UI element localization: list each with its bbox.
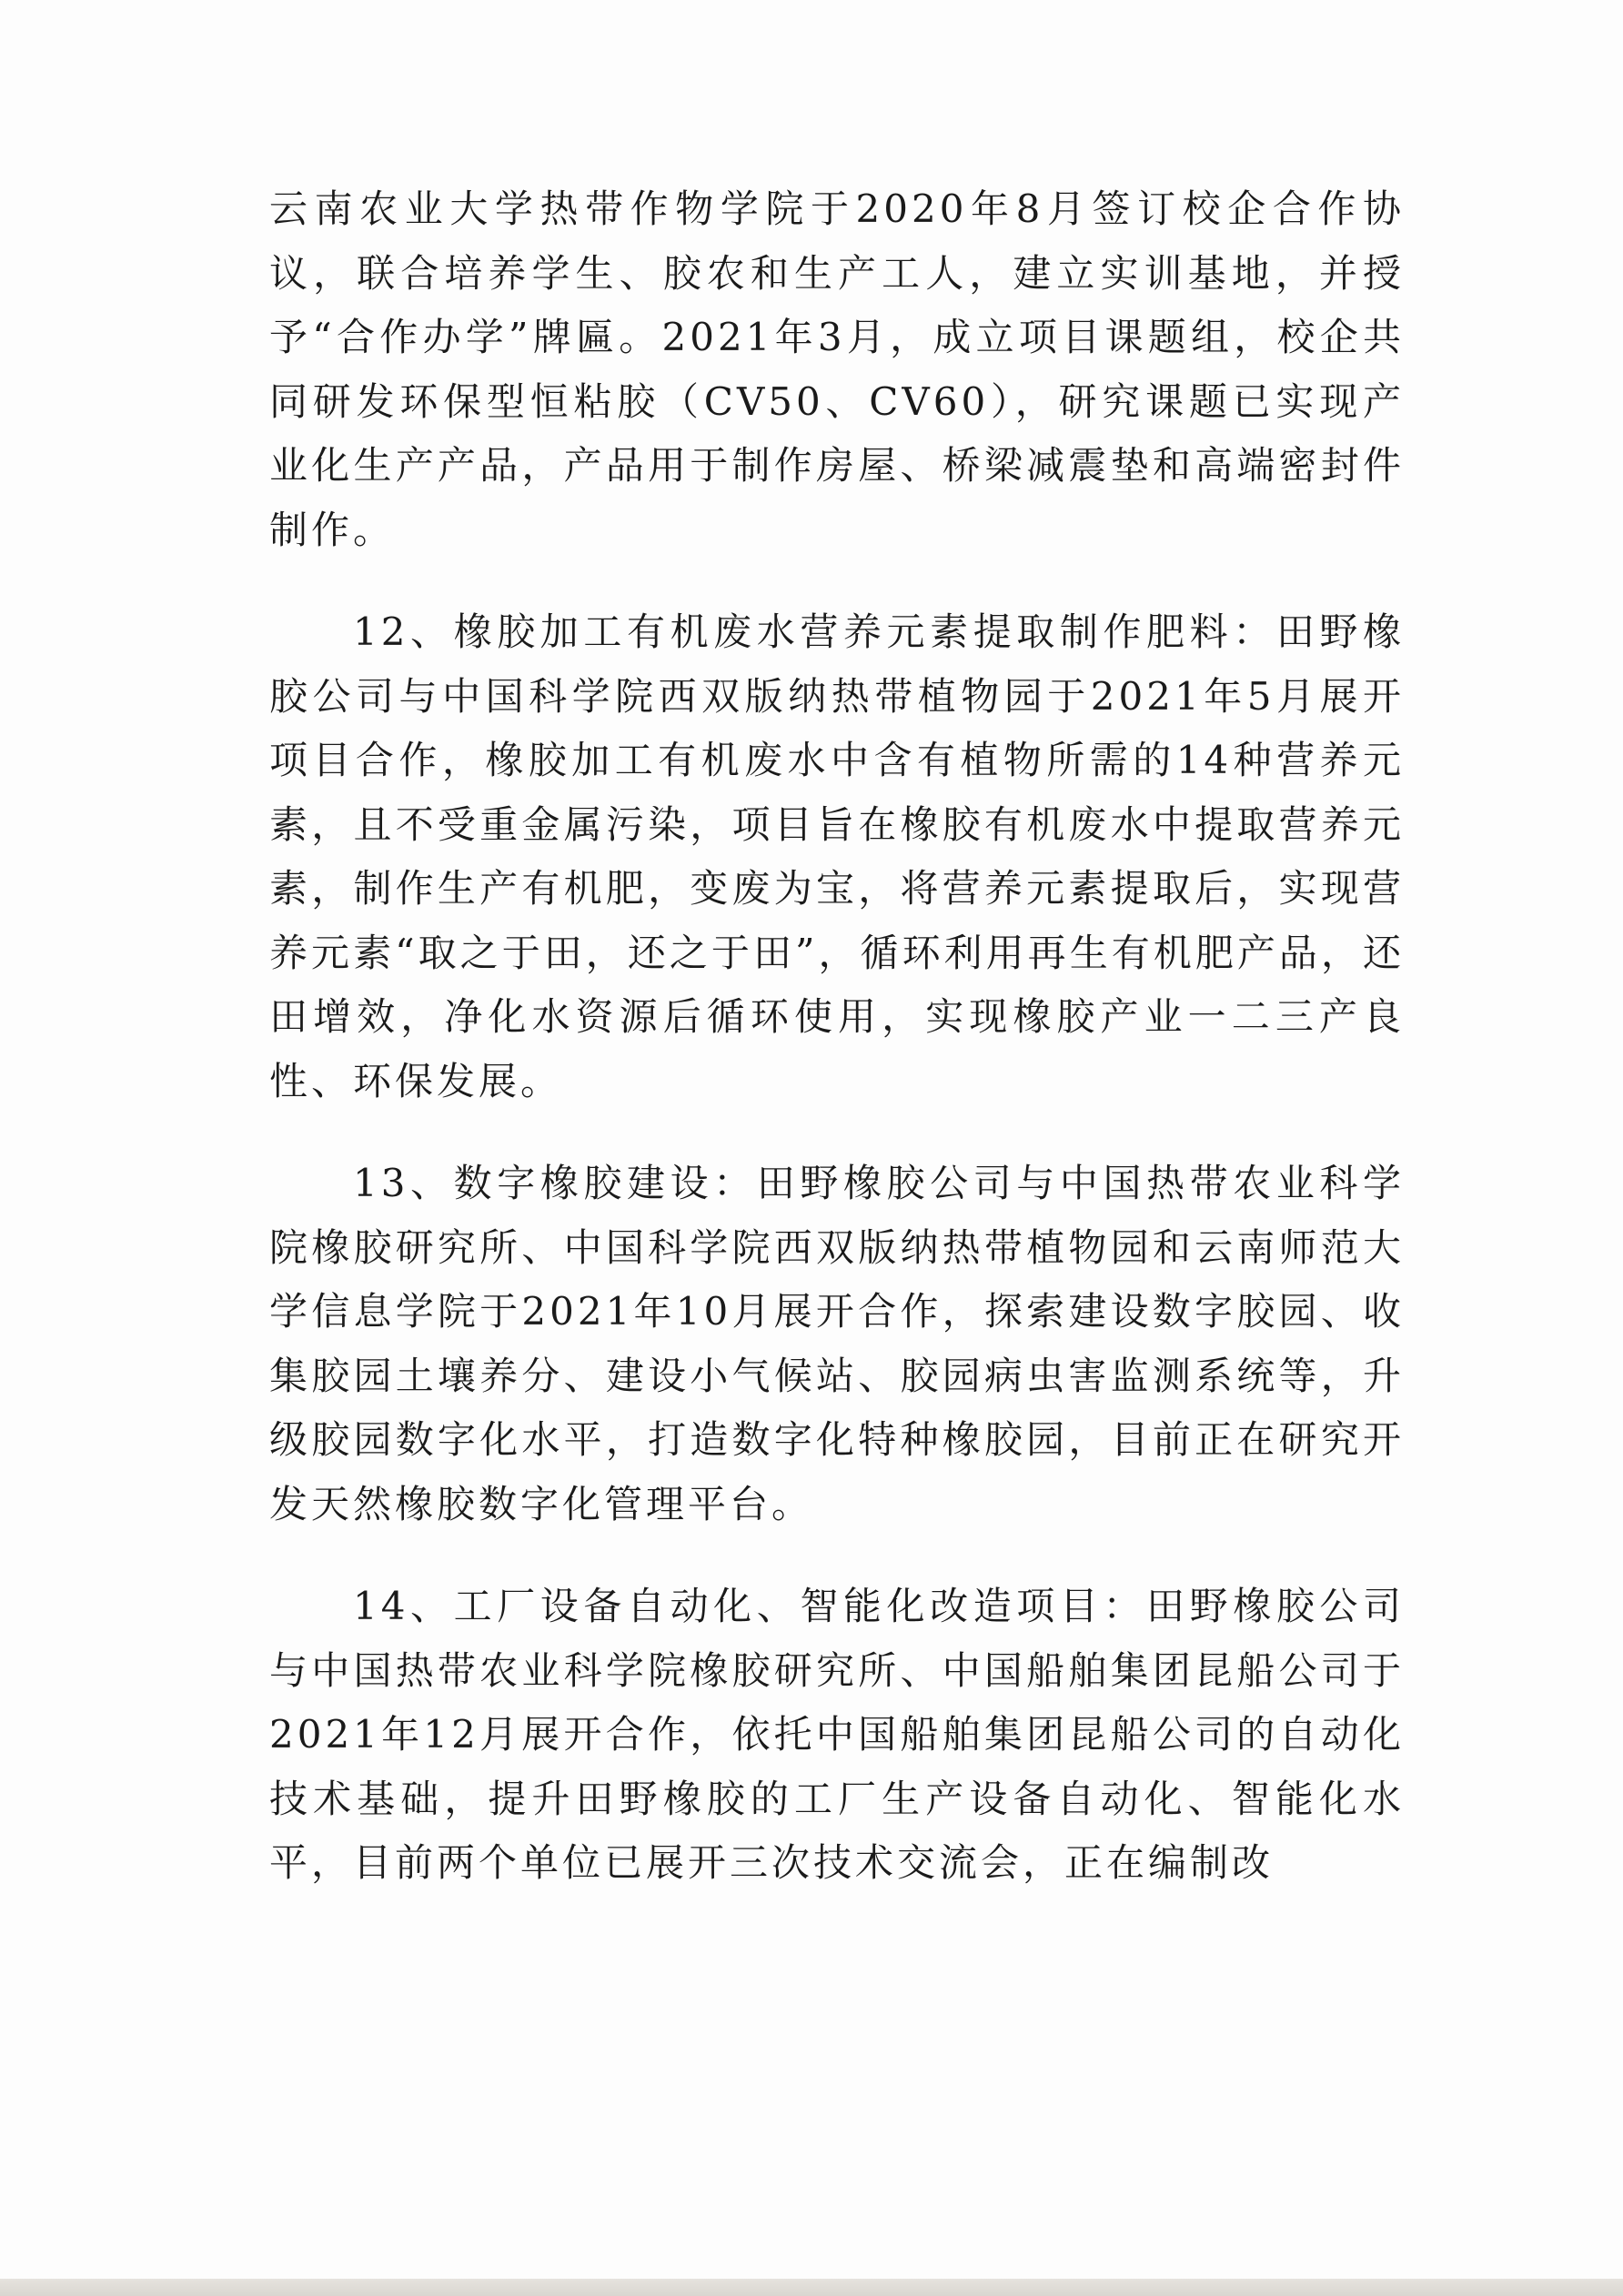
document-body <box>269 177 1405 1896</box>
paragraph-item-14: 14、工厂设备自动化、智能化改造项目：田野橡胶公司与中国热带农业科学院橡胶研究所、中国船舶集团昆船公司于2021年12月展开合作，依托中国船舶集团昆船公司的自动化技术基础，提升田野橡胶的工厂生产设备自动化、智能化水平，目前两个单位已展开三次技术交流会，正在编制改 <box>269 1584 1405 1885</box>
scan-bottom-edge <box>0 2279 1623 2296</box>
paragraph-continued: 云南农业大学热带作物学院于2020年8月签订校企合作协议，联合培养学生、胶农和生产工人，建立实训基地，并授予“合作办学”牌匾。2021年3月，成立项目课题组，校企共同研发环保型恒粘胶（CV50、CV60），研究课题已实现产业化生产产品，产品用于制作房屋、桥梁减震垫和高端密封件制作。 <box>269 186 1405 552</box>
paragraph-item-12: 12、橡胶加工有机废水营养元素提取制作肥料：田野橡胶公司与中国科学院西双版纳热带植物园于2021年5月展开项目合作，橡胶加工有机废水中含有植物所需的14种营养元素，且不受重金属污染，项目旨在橡胶有机废水中提取营养元素，制作生产有机肥，变废为宝，将营养元素提取后，实现营养元素“取之于田，还之于田”，循环利用再生有机肥产品，还田增效，净化水资源后循环使用，实现橡胶产业一二三产良性、环保发展。 <box>269 609 1405 1103</box>
paragraph-item-13: 13、数字橡胶建设：田野橡胶公司与中国热带农业科学院橡胶研究所、中国科学院西双版纳热带植物园和云南师范大学信息学院于2021年10月展开合作，探索建设数字胶园、收集胶园土壤养分、建设小气候站、胶园病虫害监测系统等，升级胶园数字化水平，打造数字化特种橡胶园，目前正在研究开发天然橡胶数字化管理平台。 <box>269 1161 1405 1526</box>
